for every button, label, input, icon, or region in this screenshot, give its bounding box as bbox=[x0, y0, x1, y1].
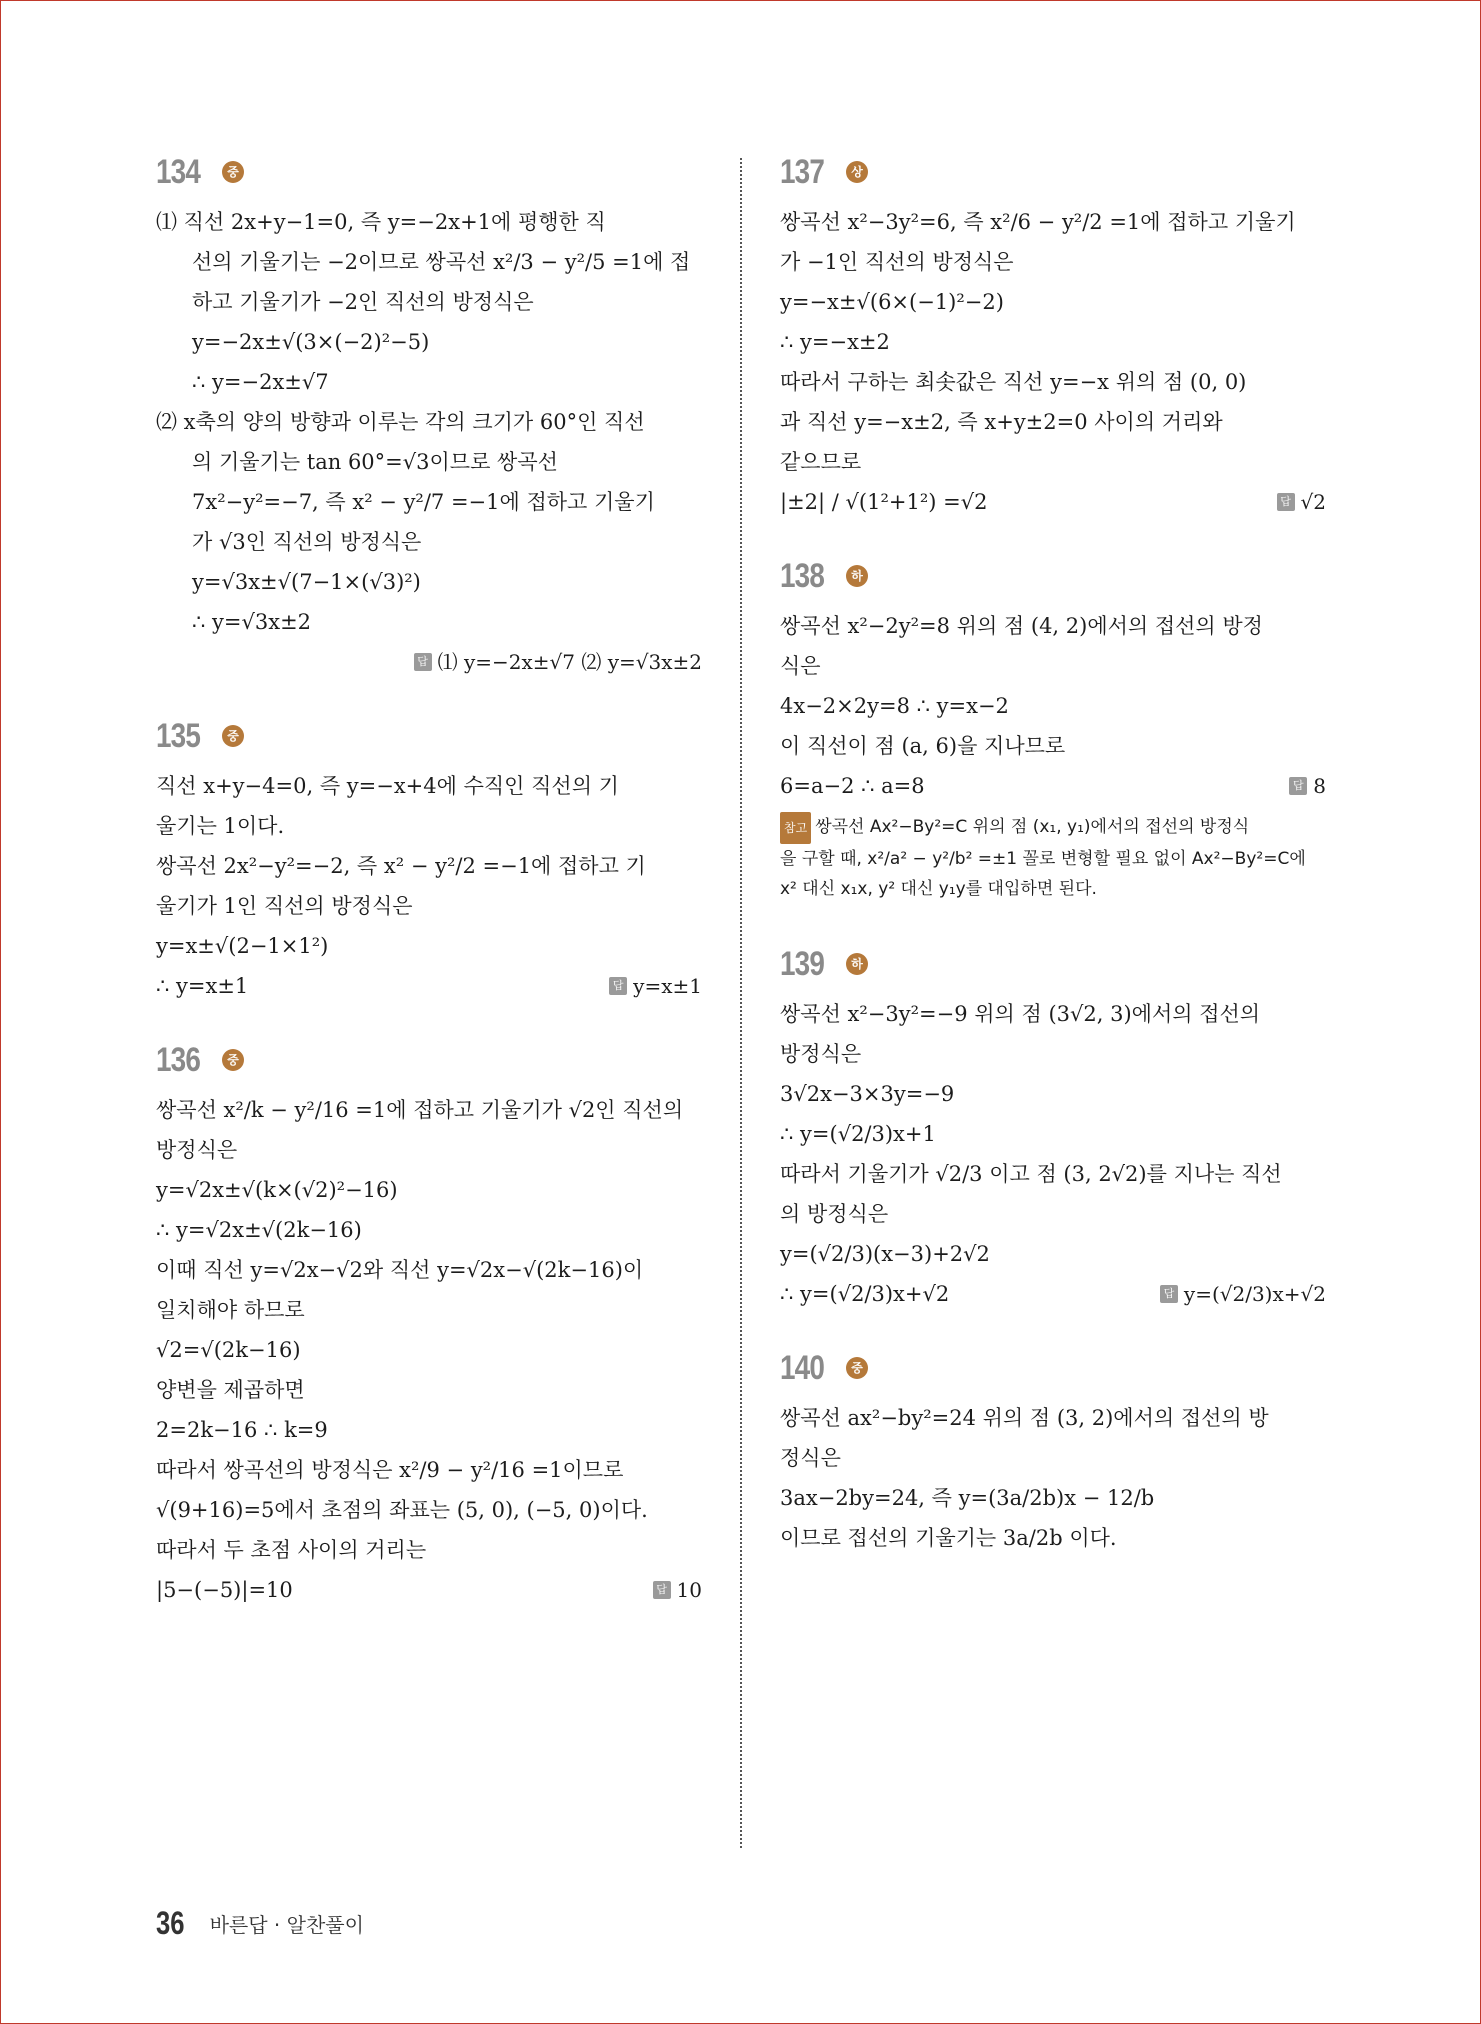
solution-line: ⑵ x축의 양의 방향과 이루는 각의 크기가 60°인 직선 bbox=[156, 410, 645, 434]
solution-line: 정식은 bbox=[780, 1446, 841, 1470]
solution-line: ∴ y=√3x±2 bbox=[192, 610, 312, 634]
problem-138 bbox=[780, 554, 1326, 904]
problem-number: 135 bbox=[156, 716, 201, 755]
solution-line: 7x²−y²=−7, 즉 x² − y²/7 =−1에 접하고 기울기 bbox=[192, 490, 655, 514]
solution-line: 식은 bbox=[780, 654, 821, 678]
solution-line: 쌍곡선 x²−3y²=6, 즉 x²/6 − y²/2 =1에 접하고 기울기 bbox=[780, 210, 1296, 234]
solution-line: 이므로 접선의 기울기는 3a/2b 이다. bbox=[780, 1526, 1117, 1550]
answer: 답 10 bbox=[653, 1576, 702, 1604]
solution-line: y=x±√(2−1×1²) bbox=[156, 934, 329, 958]
problem-136 bbox=[156, 1038, 702, 1604]
problem-number: 138 bbox=[780, 556, 825, 595]
solution-line: y=−2x±√(3×(−2)²−5) bbox=[192, 330, 430, 354]
solution-line: 선의 기울기는 −2이므로 쌍곡선 x²/3 − y²/5 =1에 접 bbox=[192, 250, 691, 274]
answer-icon: 답 bbox=[653, 1581, 671, 1599]
problem-number: 134 bbox=[156, 152, 201, 191]
page-number: 36 bbox=[156, 1905, 185, 1941]
problem-number: 140 bbox=[780, 1348, 825, 1387]
level-badge: 중 bbox=[846, 1357, 868, 1379]
answer: 답 ⑴ y=−2x±√7 ⑵ y=√3x±2 bbox=[414, 648, 702, 676]
problem-number: 136 bbox=[156, 1040, 201, 1079]
solution-line: 6=a−2 ∴ a=8 bbox=[780, 774, 925, 798]
solution-line: 하고 기울기가 −2인 직선의 방정식은 bbox=[192, 290, 534, 314]
solution-line: 쌍곡선 2x²−y²=−2, 즉 x² − y²/2 =−1에 접하고 기 bbox=[156, 854, 646, 878]
solution-line: 2=2k−16 ∴ k=9 bbox=[156, 1418, 328, 1442]
solution-line: 일치해야 하므로 bbox=[156, 1298, 305, 1322]
solution-line: 양변을 제곱하면 bbox=[156, 1378, 305, 1402]
solution-line: 과 직선 y=−x±2, 즉 x+y±2=0 사이의 거리와 bbox=[780, 410, 1223, 434]
solution-line: 이때 직선 y=√2x−√2와 직선 y=√2x−√(2k−16)이 bbox=[156, 1258, 644, 1282]
solution-line: 따라서 구하는 최솟값은 직선 y=−x 위의 점 (0, 0) bbox=[780, 370, 1247, 394]
answer: 답 y=(√2/3)x+√2 bbox=[1160, 1280, 1326, 1308]
solution-line: 울기는 1이다. bbox=[156, 814, 285, 838]
solution-line: 따라서 쌍곡선의 방정식은 x²/9 − y²/16 =1이므로 bbox=[156, 1458, 624, 1482]
solution-line: 직선 x+y−4=0, 즉 y=−x+4에 수직인 직선의 기 bbox=[156, 774, 619, 798]
solution-line: ⑴ 직선 2x+y−1=0, 즉 y=−2x+1에 평행한 직 bbox=[156, 210, 606, 234]
solution-line: 쌍곡선 x²/k − y²/16 =1에 접하고 기울기가 √2인 직선의 bbox=[156, 1098, 684, 1122]
solution-line: 이 직선이 점 (a, 6)을 지나므로 bbox=[780, 734, 1066, 758]
solution-line: y=√2x±√(k×(√2)²−16) bbox=[156, 1178, 398, 1202]
solution-line: ∴ y=(√2/3)x+1 bbox=[780, 1122, 936, 1146]
solution-line: 쌍곡선 x²−3y²=−9 위의 점 (3√2, 3)에서의 접선의 bbox=[780, 1002, 1261, 1026]
solution-line: ∴ y=(√2/3)x+√2 bbox=[780, 1282, 950, 1306]
level-badge: 상 bbox=[846, 161, 868, 183]
solution-line: 울기가 1인 직선의 방정식은 bbox=[156, 894, 413, 918]
solution-line: y=(√2/3)(x−3)+2√2 bbox=[780, 1242, 990, 1266]
problem-134 bbox=[156, 150, 702, 676]
problem-number: 137 bbox=[780, 152, 825, 191]
footer-title: 바른답 · 알찬풀이 bbox=[209, 1913, 364, 1937]
right-column bbox=[780, 150, 1326, 1590]
level-badge: 하 bbox=[846, 565, 868, 587]
answer-icon: 답 bbox=[609, 977, 627, 995]
solution-line: 3ax−2by=24, 즉 y=(3a/2b)x − 12/b bbox=[780, 1486, 1155, 1510]
column-divider bbox=[740, 158, 742, 1848]
left-column bbox=[156, 150, 702, 1642]
solution-line: 따라서 두 초점 사이의 거리는 bbox=[156, 1538, 427, 1562]
level-badge: 중 bbox=[222, 1049, 244, 1071]
solution-line: 4x−2×2y=8 ∴ y=x−2 bbox=[780, 694, 1009, 718]
answer-icon: 답 bbox=[1277, 493, 1295, 511]
note-tag: 참고 bbox=[780, 812, 811, 844]
solution-line: 같으므로 bbox=[780, 450, 862, 474]
answer-icon: 답 bbox=[1289, 777, 1307, 795]
level-badge: 중 bbox=[222, 725, 244, 747]
problem-140 bbox=[780, 1346, 1326, 1552]
solution-line: 가 √3인 직선의 방정식은 bbox=[192, 530, 422, 554]
answer: 답 8 bbox=[1289, 772, 1326, 800]
solution-line: √2=√(2k−16) bbox=[156, 1338, 301, 1362]
solution-line: y=−x±√(6×(−1)²−2) bbox=[780, 290, 1004, 314]
problem-137 bbox=[780, 150, 1326, 516]
solution-line: ∴ y=−2x±√7 bbox=[192, 370, 329, 394]
answer: 답 √2 bbox=[1277, 488, 1326, 516]
solution-line: 의 방정식은 bbox=[780, 1202, 889, 1226]
level-badge: 하 bbox=[846, 953, 868, 975]
solution-line: 3√2x−3×3y=−9 bbox=[780, 1082, 955, 1106]
solution-line: √(9+16)=5에서 초점의 좌표는 (5, 0), (−5, 0)이다. bbox=[156, 1498, 648, 1522]
solution-line: ∴ y=√2x±√(2k−16) bbox=[156, 1218, 362, 1242]
problem-135 bbox=[156, 714, 702, 1000]
solution-line: |5−(−5)|=10 bbox=[156, 1578, 293, 1602]
level-badge: 중 bbox=[222, 161, 244, 183]
solution-line: ∴ y=−x±2 bbox=[780, 330, 890, 354]
problem-number: 139 bbox=[780, 944, 825, 983]
solution-line: |±2| / √(1²+1²) =√2 bbox=[780, 490, 988, 514]
answer-icon: 답 bbox=[1160, 1285, 1178, 1303]
page-footer bbox=[156, 1905, 364, 1942]
problem-139 bbox=[780, 942, 1326, 1308]
reference-note: 참고 쌍곡선 Ax²−By²=C 위의 점 (x₁, y₁)에서의 접선의 방정식 을 구할 때, x²/a² − y²/b² =±1 꼴로 변형할 필요 없이 Ax²−By²=C에 x² 대신 x₁x, y² 대신 y₁y를 대입하면 된다. bbox=[780, 812, 1326, 904]
solution-line: 따라서 기울기가 √2/3 이고 점 (3, 2√2)를 지나는 직선 bbox=[780, 1162, 1282, 1186]
solution-line: 쌍곡선 x²−2y²=8 위의 점 (4, 2)에서의 접선의 방정 bbox=[780, 614, 1263, 638]
answer: 답 y=x±1 bbox=[609, 972, 702, 1000]
solution-line: 방정식은 bbox=[156, 1138, 238, 1162]
solution-line: ∴ y=x±1 bbox=[156, 974, 249, 998]
solution-line: 방정식은 bbox=[780, 1042, 862, 1066]
answer-icon: 답 bbox=[414, 653, 432, 671]
solution-line: 쌍곡선 ax²−by²=24 위의 점 (3, 2)에서의 접선의 방 bbox=[780, 1406, 1269, 1430]
solution-line: y=√3x±√(7−1×(√3)²) bbox=[192, 570, 421, 594]
solution-line: 의 기울기는 tan 60°=√3이므로 쌍곡선 bbox=[192, 450, 558, 474]
solution-line: 가 −1인 직선의 방정식은 bbox=[780, 250, 1014, 274]
